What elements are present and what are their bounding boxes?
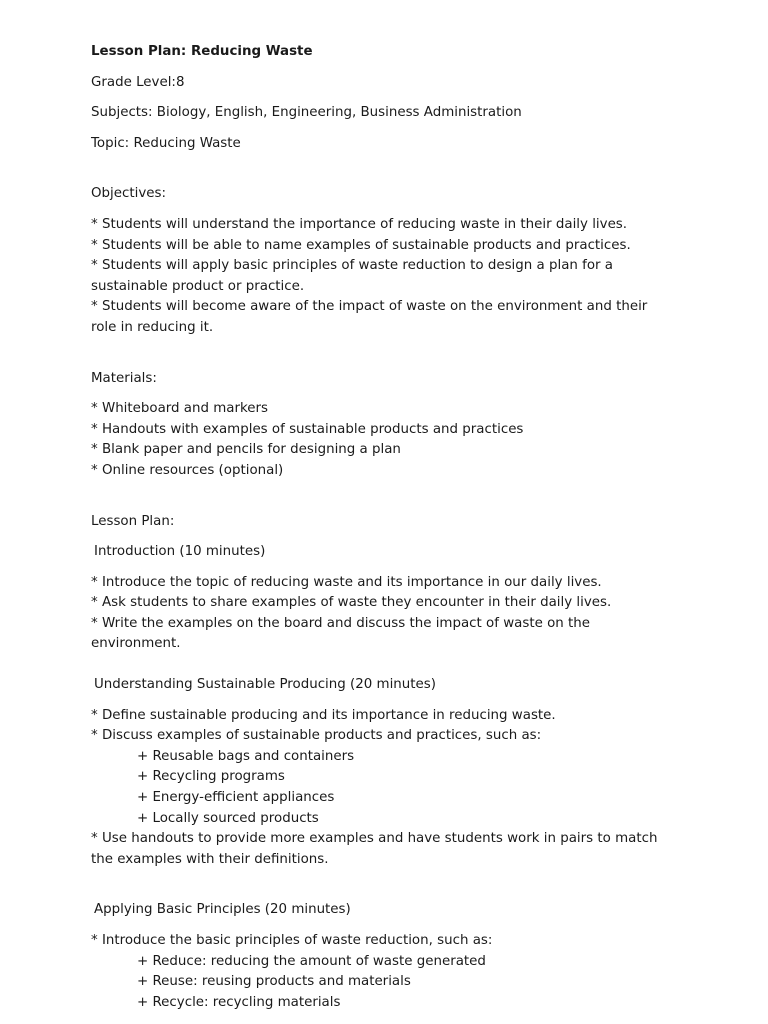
introduction-list: [91, 573, 676, 655]
subjects: Subjects: Biology, English, Engineering, Business Administration: [91, 105, 522, 121]
list-item: * Students will apply basic principles of waste reduction to design a plan for a sustainable product or practice.: [91, 258, 614, 294]
sub-list-item: + Reusable bags and containers: [137, 748, 355, 764]
list-item: * Blank paper and pencils for designing a plan: [91, 442, 401, 458]
document-title: Lesson Plan: Reducing Waste: [91, 44, 313, 59]
introduction-heading: Introduction (10 minutes): [94, 544, 266, 560]
list-item: * Introduce the basic principles of waste reduction, such as:: [91, 933, 493, 948]
list-item: * Whiteboard and markers: [91, 401, 269, 417]
list-item: * Online resources (optional): [91, 462, 284, 478]
list-item: * Use handouts to provide more examples and have students work in pairs to match the examples with their definitions.: [91, 831, 658, 867]
list-item: * Handouts with examples of sustainable products and practices: [91, 421, 524, 437]
sub-list-item: + Recycling programs: [137, 769, 285, 785]
sub-list-item: + Reduce: reducing the amount of waste generated: [137, 953, 486, 969]
applying-list: [91, 931, 676, 1013]
list-item: * Discuss examples of sustainable products and practices, such as:: [91, 728, 542, 744]
list-item: * Students will become aware of the impact of waste on the environment and their role in reducing it.: [91, 299, 648, 335]
grade-level: Grade Level:8: [91, 74, 185, 90]
list-item: * Introduce the topic of reducing waste and its importance in our daily lives.: [91, 574, 602, 590]
sub-list-item: + Energy-efficient appliances: [137, 790, 335, 806]
objectives-heading: Objectives:: [91, 186, 166, 202]
understanding-list: [91, 706, 676, 871]
materials-list: [91, 399, 676, 481]
sub-list-item: + Recycle: recycling materials: [137, 994, 341, 1010]
list-item: * Write the examples on the board and discuss the impact of waste on the environment.: [91, 615, 590, 652]
applying-heading: Applying Basic Principles (20 minutes): [94, 902, 351, 918]
list-item: * Students will be able to name examples of sustainable products and practices.: [91, 237, 631, 253]
topic: Topic: Reducing Waste: [91, 135, 241, 151]
list-item: * Students will understand the importance of reducing waste in their daily lives.: [91, 216, 628, 232]
list-item: * Define sustainable producing and its importance in reducing waste.: [91, 707, 556, 723]
sub-list-item: + Reuse: reusing products and materials: [137, 974, 411, 990]
understanding-heading: Understanding Sustainable Producing (20 minutes): [94, 677, 436, 693]
sub-list-item: + Locally sourced products: [137, 810, 319, 826]
objectives-list: [91, 215, 676, 339]
materials-heading: Materials:: [91, 370, 157, 386]
lesson-plan-heading: Lesson Plan:: [91, 513, 175, 529]
list-item: * Ask students to share examples of waste they encounter in their daily lives.: [91, 595, 612, 611]
